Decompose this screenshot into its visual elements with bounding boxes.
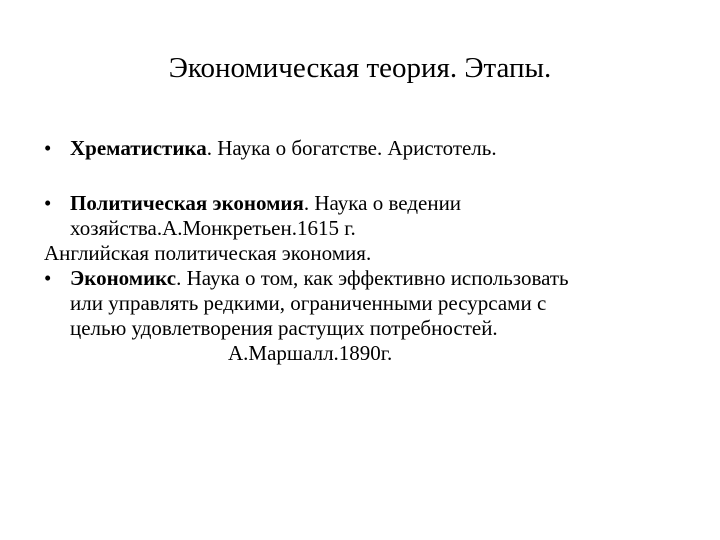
slide-body [44,136,694,366]
definition-political-economy-1: . Наука о ведении [303,191,462,215]
english-political-economy-line: Английская политическая экономия. [44,241,372,265]
economics-line-1 [70,266,694,291]
term-economics: Экономикс [70,266,177,290]
bullet-icon: • [44,191,52,215]
list-item-economics [44,266,694,366]
definition-economics-1: . Наука о том, как эффективно использовать [176,266,569,290]
slide-title: Экономическая теория. Этапы. [168,52,552,84]
economics-author: А.Маршалл.1890г. [228,341,393,365]
definition-economics-3: целью удовлетворения растущих потребностей. [70,316,498,340]
term-political-economy: Политическая экономия [70,191,304,215]
definition-economics-2: или управлять редкими, ограниченными ресурсами с [70,291,547,315]
term-chrematistics: Хрематистика [70,136,207,160]
definition-chrematistics: . Наука о богатстве. Аристотель. [206,136,497,160]
list-item-chrematistics [44,136,694,161]
definition-political-economy-2: хозяйства.А.Монкретьен.1615 г. [70,216,356,240]
bullet-icon: • [44,136,52,160]
bullet-icon: • [44,266,52,290]
political-economy-line-1 [70,191,694,216]
list-item-political-economy [44,191,694,241]
